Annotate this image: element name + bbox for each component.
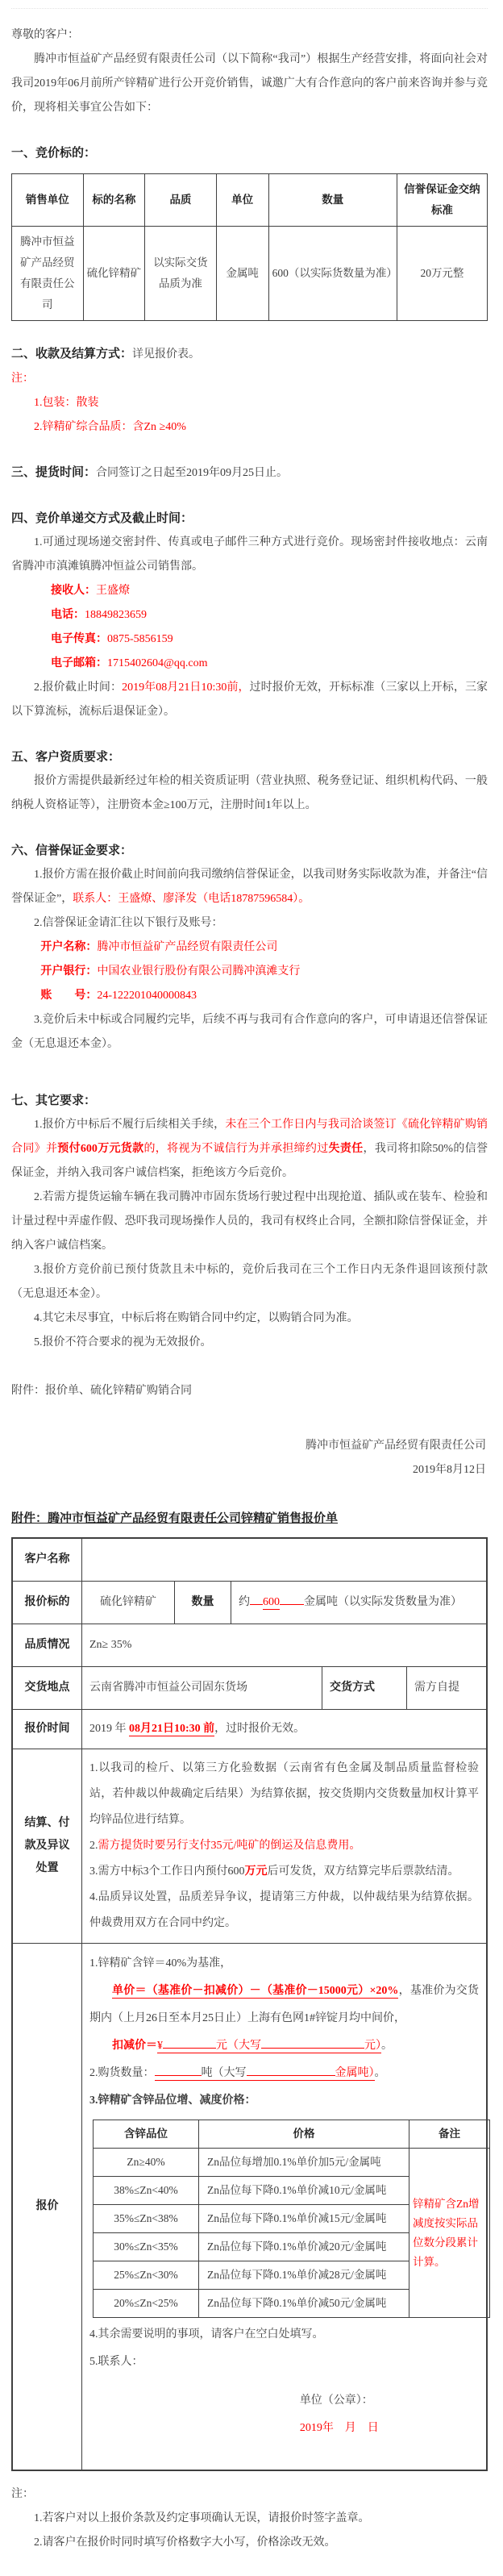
label-quantity: 数量 [174, 1582, 231, 1624]
fill-in-blank [247, 2064, 335, 2076]
email-label: 电子邮箱： [51, 657, 107, 669]
bank-branch-line [11, 960, 488, 984]
bank-account-name: 腾冲市恒益矿产品经贸有限责任公司 [97, 941, 278, 953]
price-cell: Zn品位每下降0.1%单价减10元/金属吨 [199, 2177, 409, 2205]
signature-company: 腾冲市恒益矿产品经贸有限责任公司 [306, 1440, 486, 1452]
note-item: 1.包装：散装 [34, 397, 99, 409]
table-header-row [12, 174, 488, 227]
grade-cell: 30%≤Zn<35% [94, 2233, 199, 2261]
settlement-item2 [89, 1833, 479, 1859]
formula-explanation: ，基准价为交货期内（上月26日至本月25日止）上海有色网1#锌锭月均中间价， [89, 1985, 479, 2024]
settlement-item3 [89, 1859, 479, 1885]
label-settlement: 结算、付款及异议处置 [24, 1817, 70, 1874]
settlement-item3-c: 后可发货，双方结算完毕后票款结清。 [267, 1865, 459, 1878]
col-header: 单位 [216, 174, 268, 227]
quote-time-year: 2019 年 [89, 1723, 129, 1735]
bidding-target-table [11, 173, 488, 321]
email-address: 1715402604@qq.com [107, 657, 208, 669]
quotation-item4: 4.其余需要说明的事项，请客户在空白处填写。 [89, 2328, 324, 2340]
grade-cell: 35%≤Zn<38% [94, 2205, 199, 2233]
bottom-note-item: 2.请客户在报价时同时填写价格数字大小写，价格涂改无效。 [34, 2536, 336, 2549]
quantity-number: 600 [263, 1596, 280, 1608]
quote-time-value [81, 1710, 486, 1749]
fill-in-blank [280, 1593, 304, 1605]
item1-black2: ，我司将扣除50%的信誉保证金，并纳入我司客户诚信档案，拒绝该方今后竞价。 [11, 1143, 488, 1179]
bank-number-line [11, 984, 488, 1008]
deadline-rest: 过时报价无效，开标标准（三家以上开标，三家以下算流标，流标后退保证金）。 [11, 682, 488, 718]
price-cell: Zn品位每下降0.1%单价减15元/金属吨 [199, 2205, 409, 2233]
section4-paragraph2 [11, 676, 488, 724]
price-cell: Zn品位每下降0.1%单价减20元/金属吨 [199, 2233, 409, 2261]
quote-time-deadline: 08月21日10:30 前 [129, 1723, 215, 1735]
bank-account-name-line [11, 936, 488, 960]
bottom-note-label: 注： [11, 2488, 34, 2500]
purchase-qty-mid: 吨（大写 [201, 2067, 247, 2079]
signature-date: 2019年8月12日 [413, 1464, 486, 1476]
col-header: 品质 [145, 174, 217, 227]
col-header: 含锌品位 [94, 2120, 199, 2149]
quotation-content [81, 1944, 486, 2470]
fax-line [11, 627, 488, 652]
price-formula: 单价＝（基准价－扣减价）－（基准价－15000元）×20% [112, 1985, 399, 1997]
bank-number-label: 账 号： [40, 990, 98, 1002]
label-quote-target: 报价标的 [24, 1596, 70, 1608]
row-quote-target [13, 1581, 486, 1624]
delivery-method-value: 需方自提 [406, 1667, 486, 1709]
quantity-suffix: 金属吨（以实际发货数量为准） [304, 1596, 462, 1608]
grade-cell: Zn≥40% [94, 2149, 199, 2177]
section7-item2: 2.若需方提货运输车辆在我司腾冲市固东货场行驶过程中出现抢道、插队或在装车、检验和计量过程中弄虚作假、恐吓我司现场操作人员的，我司有权终止合同，全额扣除信誉保证金，并纳入客户诚信档案。 [11, 1191, 488, 1252]
deadline-value: 2019年08月21日10:30前， [122, 682, 250, 694]
phone-label: 电话： [51, 609, 85, 621]
settlement-item3-red: 万元 [244, 1865, 268, 1878]
deposit-contacts: 联系人：王盛燎、廖泽发（电话18787596584）。 [73, 893, 310, 905]
row-customer-name [13, 1539, 486, 1581]
label-customer-name: 客户名称 [24, 1553, 70, 1565]
label-quotation: 报价 [35, 2200, 59, 2212]
purchase-qty-line [89, 2060, 479, 2087]
fill-in-blank [261, 2036, 364, 2049]
fax-number: 0875-5856159 [107, 633, 173, 645]
cell-quantity: 600（以实际货数量为准） [268, 227, 397, 321]
purchase-qty-period: 。 [374, 2067, 386, 2079]
settlement-item1: 1.以我司的检斤、以第三方化验数据（云南省有色金属及制品质量监督检验站，若仲裁以仲裁确定后结果）为结算依据，按交货期内交货数量加权计算平均锌品位进行结算。 [89, 1762, 479, 1826]
grade-price-table [93, 2120, 490, 2318]
bank-branch-name: 中国农业银行股份有限公司腾冲滇滩支行 [97, 965, 301, 977]
signature-block [11, 1434, 488, 1482]
seal-line: 单位（公章）： [299, 2395, 373, 2407]
receiver-name: 王盛燎 [96, 585, 130, 597]
row-settlement [13, 1749, 486, 1943]
section2-text: 详见报价表。 [132, 348, 201, 361]
quote-target-value: 硫化锌精矿 [81, 1582, 174, 1624]
bank-branch-label: 开户银行： [40, 965, 98, 977]
section7-title: 七、其它要求： [11, 1094, 97, 1107]
section3-text: 合同签订之日起至2019年09月25日止。 [96, 467, 289, 479]
cell-target-name: 硫化锌精矿 [83, 227, 145, 321]
fill-in-blank [250, 1593, 263, 1605]
deduction-line [89, 2032, 479, 2060]
item1-red: 未在三个工作日内与我司洽谈签订《硫化锌精矿购销合同》并 [11, 1119, 488, 1155]
phone-line [11, 603, 488, 627]
col-header: 销售单位 [12, 174, 84, 227]
phone-number: 18849823659 [85, 609, 147, 621]
section2-title-text: 二、收款及结算方式： [11, 348, 133, 361]
receiver-line [11, 579, 488, 603]
col-header: 备注 [409, 2120, 490, 2149]
section7-item3: 3.报价方竞价前已预付货款且未中标的，竞价后我司在三个工作日内无条件退回该预付款（无息退还本金）。 [11, 1264, 488, 1300]
price-cell: Zn品位每增加0.1%单价加5元/金属吨 [199, 2149, 409, 2177]
bank-account-number: 24-122201040000843 [97, 990, 197, 1002]
quotation-formula-line [89, 1978, 479, 2032]
label-quote-time: 报价时间 [24, 1723, 70, 1735]
price-cell: Zn品位每下降0.1%单价减50元/金属吨 [199, 2290, 409, 2318]
settlement-terms [81, 1749, 486, 1943]
cell-deposit: 20万元整 [397, 227, 487, 321]
cell-quality: 以实际交货品质为准 [145, 227, 217, 321]
label-delivery-method: 交货方式 [322, 1667, 406, 1709]
table-row [12, 227, 488, 321]
intro-paragraph: 腾冲市恒益矿产品经贸有限责任公司（以下简称“我司”）根据生产经营安排，将面向社会对我司2019年06月前所产锌精矿进行公开竞价销售，诚邀广大有合作意向的客户前来咨询并参与竞价，现将相关事宜公告如下： [11, 53, 488, 114]
bank-name-label: 开户名称： [40, 941, 98, 953]
customer-name-value [81, 1539, 486, 1581]
section6-item3: 3.竞价后未中标或合同履约完毕，后续不再与我司有合作意向的客户，可申请退还信誉保证金（无息退还本金）。 [11, 1014, 488, 1050]
grade-table-header [94, 2120, 490, 2149]
cell-seller: 腾冲市恒益矿产品经贸有限责任公司 [12, 227, 84, 321]
deduction-end: 元） [364, 2040, 381, 2052]
quality-value: Zn≥ 35% [81, 1624, 486, 1666]
section7-item4: 4.其它未尽事宜，中标后将在购销合同中约定，以购销合同为准。 [34, 1312, 359, 1324]
grade-cell: 25%≤Zn<30% [94, 2261, 199, 2290]
col-header: 信誉保证金交纳标准 [397, 174, 487, 227]
quotation-item1: 1.锌精矿含锌＝40%为基准， [89, 1957, 232, 1970]
purchase-qty-label: 2.购货数量： [89, 2067, 155, 2079]
section5-paragraph: 报价方需提供最新经过年检的相关资质证明（营业执照、税务登记证、组织机构代码、一般纳税人资格证等），注册资本金≥100万元，注册时间1年以上。 [11, 775, 488, 811]
deadline-label: 2.报价截止时间： [34, 682, 123, 694]
note-label: 注： [11, 373, 34, 385]
label-delivery-place: 交货地点 [24, 1682, 70, 1694]
section6-item1 [11, 863, 488, 911]
section1-title: 一、竞价标的： [11, 147, 97, 160]
deduction-label: 扣减价＝ [112, 2040, 157, 2052]
col-header: 价格 [199, 2120, 409, 2149]
bottom-note-item: 1.若客户对以上报价条款及约定事项确认无误，请报价时签字盖章。 [34, 2512, 370, 2524]
row-quote-time [13, 1709, 486, 1749]
section2-title [11, 342, 488, 367]
grade-cell: 20%≤Zn<25% [94, 2290, 199, 2318]
quotation-item5: 5.联系人： [89, 2356, 143, 2368]
col-header: 标的名称 [83, 174, 145, 227]
item1-red-bold: 预付600万元货款 [57, 1143, 144, 1155]
quote-sheet-title: 附件：腾冲市恒益矿产品经贸有限责任公司锌精矿销售报价单 [11, 1512, 339, 1525]
section3-title-text: 三、提货时间： [11, 466, 97, 479]
quote-time-rest: ，过时报价无效。 [214, 1723, 306, 1735]
currency-symbol: ¥ [157, 2040, 163, 2052]
top-divider [11, 8, 488, 9]
row-quotation [13, 1943, 486, 2470]
fill-in-blank [155, 2064, 202, 2076]
row-quality [13, 1624, 486, 1666]
receiver-label: 接收人： [51, 585, 96, 597]
section7-item5: 5.报价不符合要求的视为无效报价。 [34, 1336, 212, 1348]
settlement-item3-a: 3.需方中标3个工作日内预付600 [89, 1865, 245, 1878]
section4-title: 四、竞价单递交方式及截止时间： [11, 512, 193, 525]
grade-cell: 38%≤Zn<40% [94, 2177, 199, 2205]
email-line [11, 652, 488, 676]
settlement-item4: 4.品质异议处置，品质差异争议，提请第三方仲裁，以仲裁结果为结算依据。仲裁费用双方在合同中约定。 [89, 1891, 479, 1929]
price-cell: Zn品位每下降0.1%单价减28元/金属吨 [199, 2261, 409, 2290]
settlement-item2-red: 需方提货时要另行支付35元/吨矿的倒运及信息费用。 [98, 1840, 361, 1852]
greeting: 尊敬的客户： [11, 29, 79, 41]
cell-unit: 金属吨 [216, 227, 268, 321]
section6-item2: 2.信誉保证金请汇往以下银行及账号： [34, 917, 223, 929]
grade-remark: 锌精矿含Zn增减度按实际品位数分段累计计算。 [409, 2149, 490, 2318]
quantity-value [231, 1582, 486, 1624]
item1-red-bold2: 失责任 [328, 1143, 364, 1155]
item1-red2: 的，将视为不诚信行为并承担缔约过 [143, 1143, 329, 1155]
bottom-notes [11, 2482, 488, 2555]
note-item: 2.锌精矿综合品质：含Zn ≥40% [34, 421, 186, 433]
grade-price-heading: 3.锌精矿含锌品位增、减度价格： [89, 2095, 256, 2107]
grade-row [94, 2149, 490, 2177]
settlement-item2-num: 2. [89, 1840, 98, 1852]
attachment-note: 附件：报价单、硫化锌精矿购销合同 [11, 1385, 192, 1397]
label-quality: 品质情况 [24, 1639, 70, 1651]
section4-paragraph1: 1.可通过现场递交密封件、传真或电子邮件三种方式进行竞价。现场密封件接收地点：云南省腾冲市滇滩镇腾冲恒益公司销售部。 [11, 536, 488, 573]
section7-item1 [11, 1113, 488, 1186]
section6-title: 六、信誉保证金要求： [11, 844, 133, 857]
quantity-prefix: 约 [239, 1596, 250, 1608]
deduction-mid: 元（大写 [216, 2040, 261, 2052]
col-header: 数量 [268, 174, 397, 227]
purchase-qty-unit: 金属吨） [335, 2067, 375, 2079]
section5-title: 五、客户资质要求： [11, 751, 121, 764]
deduction-period: 。 [381, 2040, 393, 2052]
fill-in-blank [163, 2036, 216, 2049]
fax-label: 电子传真： [51, 633, 107, 645]
delivery-place-value: 云南省腾冲市恒益公司固东货场 [81, 1667, 322, 1709]
quote-date-line: 2019年 月 日 [299, 2422, 379, 2434]
section3-title [11, 461, 488, 486]
quote-table [11, 1537, 488, 2471]
row-delivery-place [13, 1666, 486, 1709]
deposit-text: 1.报价方需在报价截止时间前向我司缴纳信誉保证金，以我司财务实际收款为准，并备注“信誉保证金”， [11, 869, 488, 905]
item1-black: 1.报价方中标后不履行后续相关手续， [34, 1119, 226, 1131]
